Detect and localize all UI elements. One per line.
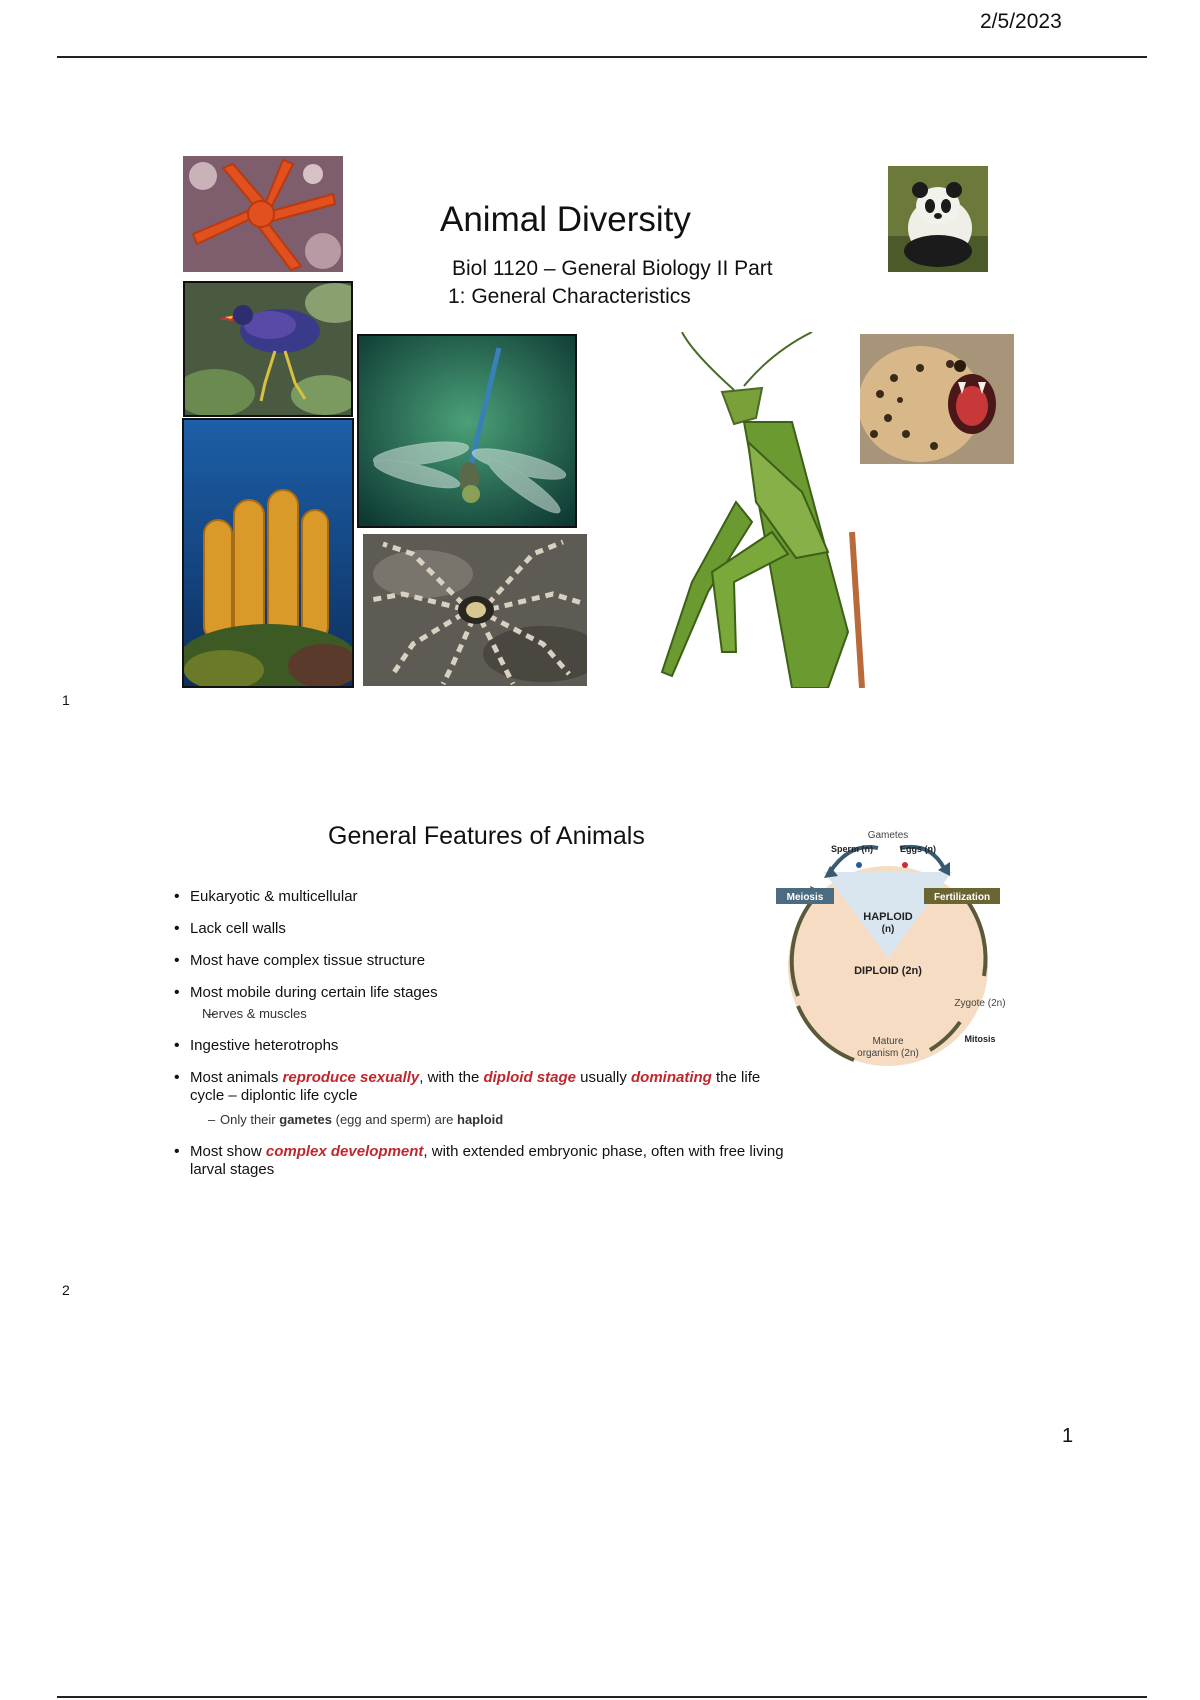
emphasis-text: reproduce sexually [282, 1069, 420, 1086]
bullet-text: Most show [190, 1143, 266, 1160]
eggs-label: Eggs (n) [900, 844, 936, 854]
page-number: 1 [1062, 1425, 1074, 1447]
panda-photo [888, 166, 988, 272]
bullet-text: , with the [419, 1069, 484, 1086]
emphasis-text: diploid stage [483, 1069, 576, 1086]
zygote-label: Zygote (2n) [954, 998, 1006, 1009]
footer-divider [57, 1696, 1147, 1698]
emphasis-text: dominating [631, 1069, 712, 1086]
bullet-text: Ingestive heterotrophs [190, 1037, 339, 1054]
mature-organism-label: organism (2n) [857, 1048, 919, 1059]
sub-bullet-text: Only their [220, 1112, 280, 1127]
life-cycle-diagram [770, 826, 1010, 1068]
list-item [172, 920, 792, 938]
bullet-text: Eukaryotic & multicellular [190, 888, 358, 905]
header-divider [57, 56, 1147, 58]
slide1-subtitle [448, 255, 818, 311]
slide-number-2: 2 [62, 1282, 70, 1298]
sperm-label: Sperm (n) [830, 844, 874, 854]
sub-list-item [190, 1111, 792, 1129]
bullet-text: , with extended embryonic phase, often with free living larval stages [190, 1143, 784, 1178]
slide-number-1: 1 [62, 692, 70, 708]
starfish-photo [183, 156, 343, 272]
bullet-text: Most have complex tissue structure [190, 952, 426, 969]
purple-gallinule-photo [183, 281, 353, 417]
sub-bullet-bold: gametes [279, 1112, 332, 1127]
slide1-subtitle-line2: 1: General Characteristics [448, 285, 691, 308]
list-item [172, 1037, 792, 1055]
tube-sponge-photo [182, 418, 354, 688]
list-item [172, 1143, 792, 1179]
slide2-title: General Features of Animals [328, 822, 645, 850]
haploid-n-label: (n) [881, 924, 895, 935]
sub-bullet-bold: haploid [457, 1112, 504, 1127]
bullet-text: Most animals [190, 1069, 283, 1086]
bullet-text: Lack cell walls [190, 920, 286, 937]
meiosis-label: Meiosis [786, 892, 824, 903]
cheetah-photo [860, 334, 1014, 464]
fertilization-label: Fertilization [933, 892, 991, 903]
bullet-text: usually [575, 1069, 632, 1086]
sub-bullet-text: (egg and sperm) are [332, 1112, 458, 1127]
mature-label: Mature [872, 1036, 904, 1047]
sub-bullet-text: Nerves & muscles [202, 1006, 307, 1021]
emphasis-text: complex development [265, 1143, 424, 1160]
dragonfly-photo [357, 334, 577, 528]
list-item [172, 888, 792, 906]
sub-list-item [190, 1005, 792, 1023]
haploid-label: HAPLOID [863, 911, 913, 923]
list-item [172, 984, 792, 1023]
list-item [172, 1069, 792, 1129]
bullet-text: Most mobile during certain life stages [190, 984, 438, 1001]
feature-list [172, 888, 792, 1189]
diploid-label: DIPLOID (2n) [854, 965, 922, 977]
spider-photo [363, 534, 587, 686]
mitosis-label: Mitosis [964, 1034, 996, 1044]
document-date: 2/5/2023 [980, 10, 1062, 33]
gametes-label: Gametes [867, 830, 909, 841]
bullet-text: the life cycle – diplontic life cycle [190, 1069, 761, 1104]
list-item [172, 952, 792, 970]
slide1-subtitle-line1: Biol 1120 – General Biology II Part [452, 257, 773, 280]
slide1-title: Animal Diversity [440, 200, 691, 239]
